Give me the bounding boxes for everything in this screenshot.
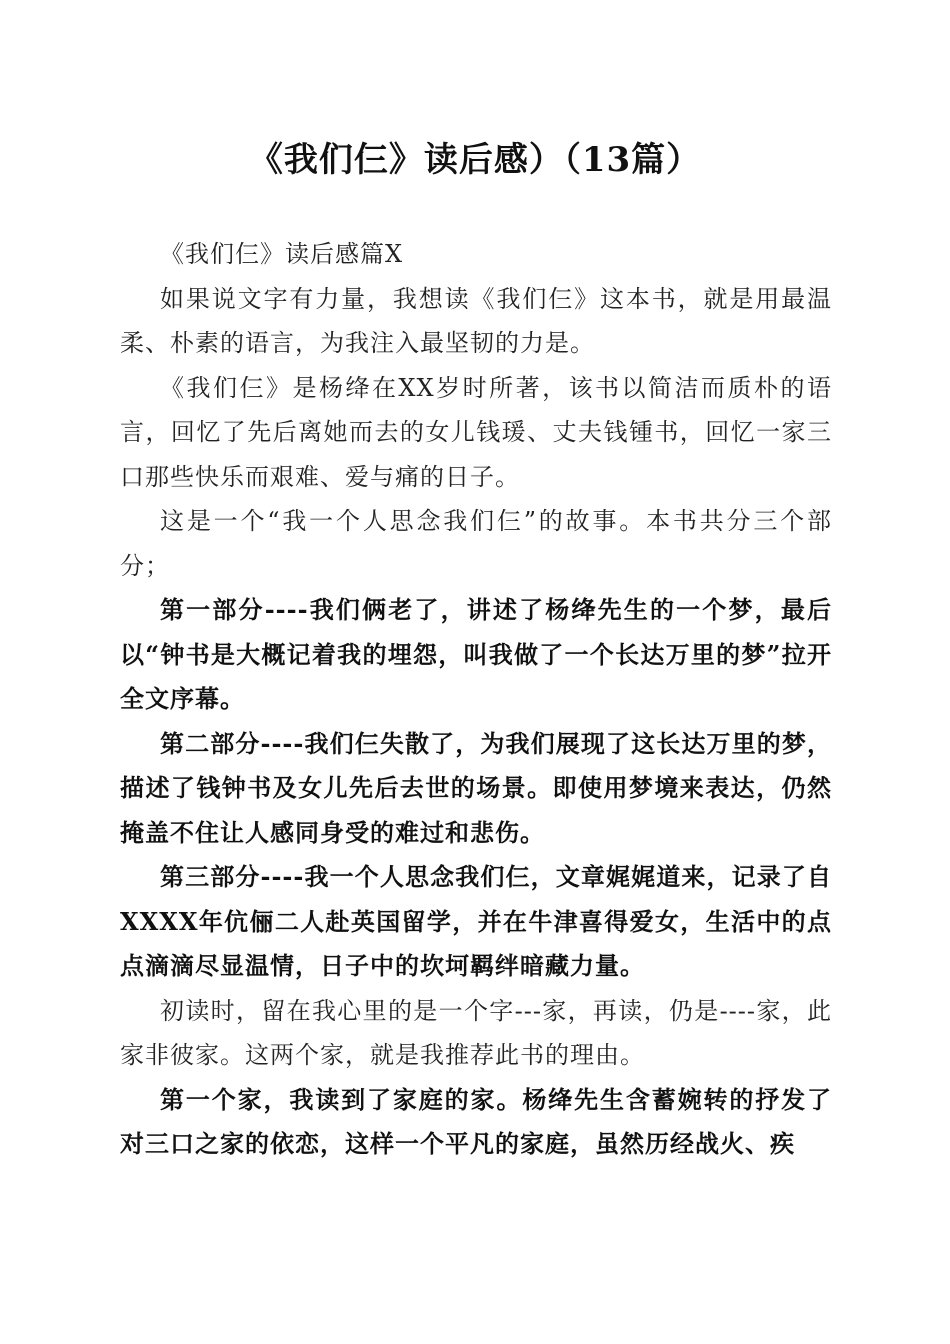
body-paragraph: 第一个家，我读到了家庭的家。杨绛先生含蓄婉转的抒发了对三口之家的依恋，这样一个平凡的家庭，虽然历经战火、疾: [120, 1084, 832, 1158]
body-paragraph: 这是一个“我一个人思念我们仨”的故事。本书共分三个部分；: [120, 507, 832, 580]
section-heading: 《我们仨》读后感篇X: [160, 240, 404, 268]
document-title: 《我们仨》读后感）（13篇）: [248, 140, 702, 180]
body-paragraph: 第三部分----我一个人思念我们仨，文章娓娓道来，记录了自XXXX年伉俪二人赴英国留学，并在牛津喜得爱女，生活中的点点滴滴尽显温情，日子中的坎坷羁绊暗藏力量。: [120, 862, 832, 980]
document-body: [120, 232, 832, 1167]
body-paragraph: 如果说文字有力量，我想读《我们仨》这本书，就是用最温柔、朴素的语言，为我注入最坚韧的力是。: [120, 284, 832, 357]
body-paragraph: 《我们仨》是杨绛在XX岁时所著，该书以简洁而质朴的语言，回忆了先后离她而去的女儿钱瑗、丈夫钱锺书，回忆一家三口那些快乐而艰难、爱与痛的日子。: [120, 373, 832, 491]
body-paragraph: 第一部分----我们俩老了，讲述了杨绛先生的一个梦，最后以“钟书是大概记着我的埋怨，叫我做了一个长达万里的梦”拉开全文序幕。: [120, 595, 832, 713]
body-paragraph: 第二部分----我们仨失散了，为我们展现了这长达万里的梦，描述了钱钟书及女儿先后去世的场景。即使用梦境来表达，仍然掩盖不住让人感同身受的难过和悲伤。: [120, 728, 832, 847]
body-paragraph: 初读时，留在我心里的是一个字---家，再读，仍是----家，此家非彼家。这两个家，就是我推荐此书的理由。: [120, 996, 832, 1069]
